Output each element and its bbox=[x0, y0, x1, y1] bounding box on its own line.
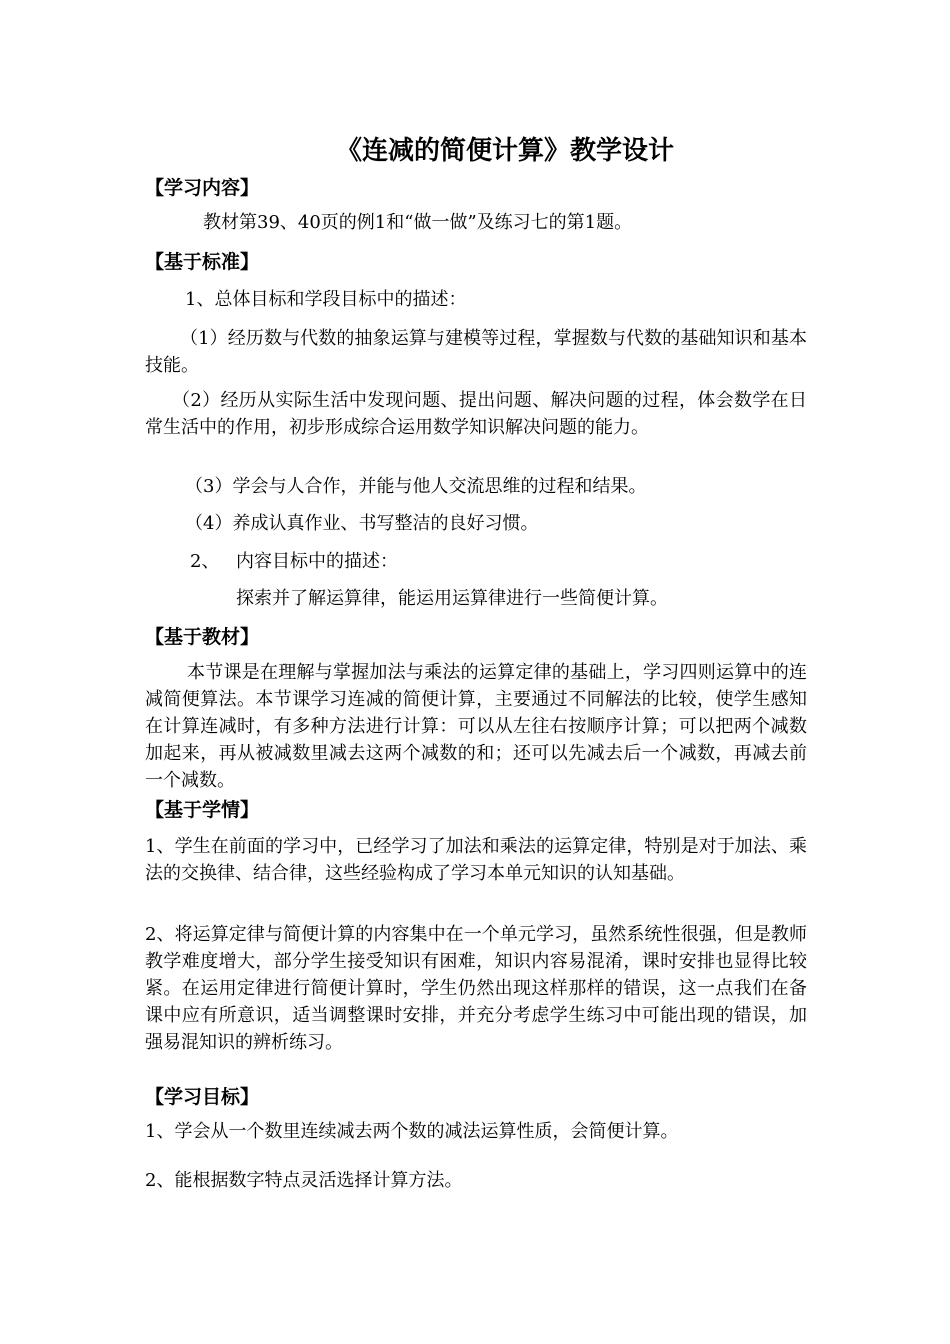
document-title: 《连减的简便计算》教学设计 bbox=[335, 136, 674, 166]
heading-textbook: 【基于教材】 bbox=[145, 626, 260, 648]
students-paragraph-2: 2、将运算定律与简便计算的内容集中在一个单元学习，虽然系统性很强，但是教师教学难度增大，部分学生接受知识有困难，知识内容易混淆，课时安排也显得比较紧。在运用定律进行简便计算时，学生仍然出现这样那样的错误，这一点我们在备课中应有所意识，适当调整课时安排，并充分考虑学生练习中可能出现的错误，加强易混知识的辨析练习。 bbox=[145, 924, 807, 1053]
standards-item-2-text: 内容目标中的描述： bbox=[236, 551, 398, 572]
goal-1: 1、学会从一个数里连续减去两个数的减法运算性质，会简便计算。 bbox=[145, 1121, 679, 1142]
heading-goals: 【学习目标】 bbox=[145, 1086, 260, 1108]
standards-sub-3: （3）学会与人合作，并能与他人交流思维的过程和结果。 bbox=[185, 476, 647, 497]
standards-item-2-number: 2、 bbox=[190, 551, 220, 572]
standards-sub-4: （4）养成认真作业、书写整洁的良好习惯。 bbox=[185, 513, 539, 534]
standards-sub-1: （1）经历数与代数的抽象运算与建模等过程，掌握数与代数的基础知识和基本技能。 bbox=[145, 328, 807, 376]
heading-learning-content: 【学习内容】 bbox=[145, 177, 260, 199]
heading-students: 【基于学情】 bbox=[145, 799, 260, 821]
standards-item-2-detail: 探索并了解运算律，能运用运算律进行一些简便计算。 bbox=[236, 588, 668, 609]
students-paragraph-1: 1、学生在前面的学习中，已经学习了加法和乘法的运算定律，特别是对于加法、乘法的交换律、结合律，这些经验构成了学习本单元知识的认知基础。 bbox=[145, 836, 807, 884]
standards-sub-2: （2）经历从实际生活中发现问题、提出问题、解决问题的过程，体会数学在日常生活中的作用，初步形成综合运用数学知识解决问题的能力。 bbox=[145, 390, 807, 438]
standards-item-1: 1、总体目标和学段目标中的描述： bbox=[185, 289, 467, 310]
textbook-text: 本节课是在理解与掌握加法与乘法的运算定律的基础上，学习四则运算中的连减简便算法。本节课学习连减的简便计算，主要通过不同解法的比较，使学生感知在计算连减时，有多种方法进行计算：可以从左往右按顺序计算；可以把两个减数加起来，再从被减数里减去这两个减数的和；还可以先减去后一个减数，再减去前一个减数。 bbox=[145, 662, 807, 791]
heading-standards: 【基于标准】 bbox=[145, 251, 260, 273]
learning-content-text: 教材第39、40页的例1和“做一做”及练习七的第1题。 bbox=[203, 212, 633, 233]
goal-2: 2、能根据数字特点灵活选择计算方法。 bbox=[145, 1170, 463, 1191]
